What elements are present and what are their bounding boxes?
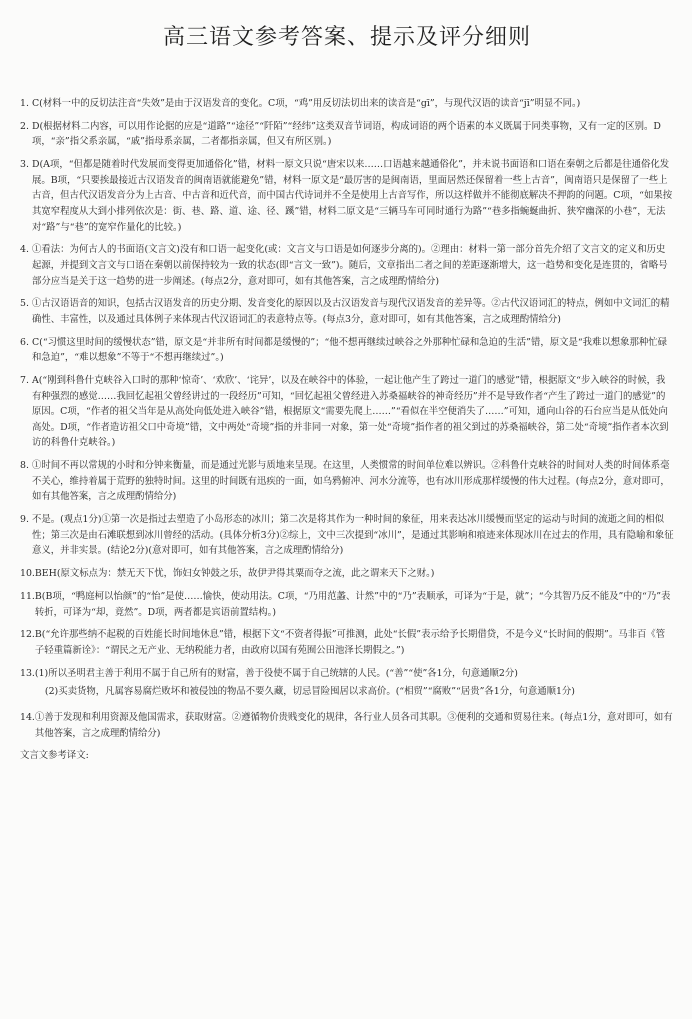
item-text: 不是。(观点1分)①第一次是指过去塑造了小岛形态的冰川；第二次是将其作为一种时间的象征，用来表达冰川缓慢而坚定的运动与时间的流逝之间的相似性；第三次是由石滩联想到冰川曾经的活动。(具体分析3分)②综上，文中三次提到“冰川”，是通过其影响和痕迹来体现冰川在过去的作用，具有隐喻和象征意义，并非实景。(结论2分)(意对即可，如有其他答案，言之成理酌情给分) — [32, 514, 674, 557]
item-number: 10. — [20, 568, 35, 580]
item-text: C(材料一中的反切法注音“失效”是由于汉语发音的变化。C项，“鸡”用反切法切出来的读音是“gī”，与现代汉语的读音“jī”明显不同。) — [32, 98, 581, 109]
item-number: 12. — [20, 629, 35, 641]
item-number: 3. — [20, 159, 29, 171]
answer-item-10 — [20, 566, 674, 582]
item-text: B(“允许那些纳不起税的百姓能长时间地休息”错，根据下文“不资者得振”可推测，此处“长假”表示给予长期借贷，不是今义“长时间的假期”。马非百《管子轻重篇新诠》：“谓民之无产业、无纳税能力者，由政府以国有苑囿公田池泽长期假之。”) — [34, 629, 666, 656]
answer-item-8 — [20, 458, 674, 505]
item-text: BEH(原文标点为：禁无天下忧，饰妇女钟鼓之乐，故伊尹得其粟而夺之流，此之谓来天下之财。) — [34, 568, 435, 580]
item-number: 2. — [20, 120, 29, 132]
item-text: ①时间不再以常规的小时和分钟来衡量，而是通过光影与质地来呈现。在这里，人类惯常的时间单位难以辨识。②科鲁什克峡谷的时间对人类的时间体系毫不关心，维持着属于荒野的独特时间。这里的时间既有迅疾的一面，如乌鸦俯冲、河水分流等，也有冰川形成那样缓慢的伟大过程。(每点2分，意对即可，如有其他答案，言之成理酌情给分) — [32, 460, 670, 503]
item-text: ①看法：为何古人的书面语(文言文)没有和口语一起变化(或：文言文与口语是如何逐步分离的)。②理由：材料一第一部分首先介绍了文言文的定义和历史起源，并提到文言文与口语在秦朝以前保持较为一致的状态(即“言文一致”)。随后，文章指出二者之间的差距逐渐增大，这一趋势和变化是连贯的，省略号部分应当是关于这一趋势的进一步阐述。(每点2分，意对即可，如有其他答案，言之成理酌情给分) — [32, 244, 668, 287]
answer-item-11 — [20, 589, 674, 620]
item-number: 9. — [20, 514, 29, 526]
item-text: D(根据材料二内容，可以用作论据的应是“道路”“途径”“阡陌”“经纬”这类双音节词语，构成词语的两个语素的本义既属于同类事物，又有一定的区别。D项，“亲”指父系亲属，“戚”指母系亲属，二者都指亲属，但又有所区别。) — [32, 120, 661, 148]
item-text: ①善于发现和利用资源及他国需求，获取财富。②遵循物价贵贱变化的规律，各行业人员各司其职。③便利的交通和贸易往来。(每点1分，意对即可，如有其他答案，言之成理酌情给分) — [34, 712, 673, 739]
item-text: B(B项，“鸭庭柯以怡颜”的“怡”是使……愉快，使动用法。C项，“乃用范蠡、计然”中的“乃”表顺承，可译为“于是，就”；“今其智乃反不能及”中的“乃”表转折，可译为“却，竟然”。D项，两者都是宾语前置结构。) — [34, 590, 671, 618]
item-number: 14. — [20, 712, 35, 724]
answer-item-12 — [20, 627, 674, 658]
answer-item-9 — [20, 512, 674, 559]
answer-item-13 — [20, 666, 674, 703]
page-title: 高三语文参考答案、提示及评分细则 — [162, 25, 531, 50]
item-part-1: (1)所以圣明君主善于利用不属于自己所有的财富，善于役使不属于自己统辖的人民。(“善”“使”各1分，句意通顺2分) — [34, 667, 518, 679]
item-text — [35, 666, 674, 703]
item-number: 8. — [20, 460, 29, 472]
answer-item-2 — [20, 119, 674, 150]
item-text: A(“刚到科鲁什克峡谷入口时的那种‘惊奇’、‘欢欣’、‘诧异’，以及在峡谷中的体验，一起让他产生了跨过一道门的感觉”错，根据原文“步入峡谷的时候，我有种强烈的感觉……我回忆起祖父曾经讲过的一段经历”可知，“回忆起祖父曾经进入苏桑福峡谷的神奇经历”并不是导致作者“产生了跨过一道门的感觉”的原因。C项，“作者的祖父当年是从高处向低处进入峡谷”错，根据原文“需要先爬上……”“看似在半空便消失了……”可知，通向山谷的石台应当是从低处向高处。D项，“作者造访祖父口中奇境”错，文中两处“奇境”指的并非同一对象，第一处“奇境”指作者的祖父到过的苏桑福峡谷，第二处“奇境”指作者本次到访的科鲁什克峡谷。) — [32, 375, 669, 449]
item-text: D(A项，“但都是随着时代发展而变得更加通俗化”错，材料一原文只说“唐宋以来……口语越来越通俗化”，并未说书面语和口语在秦朝之后都是往通俗化发展。B项，“只要挨最接近古汉语发音的闽南语就能避免”错，材料一原文是“最厉害的是闽南语，里面居然还保留着一些上古音”，闽南语只是保留了一些上古音，但古代汉语发音分为上古音、中古音和近代音，而中国古代诗词并不全是使用上古音写作，所以这样做并不能彻底解决不押韵的问题。C项，“如果按其宽窄程度从大到小排列依次是：街、巷、路、道、途、径、蹊”错，材料二原文是“三辆马车可同时通行为路”“巷多指蜿蜒曲折、狭窄幽深的小巷”，无法对“路”与“巷”的宽窄作量化的比较。) — [32, 159, 673, 233]
item-number: 6. — [20, 336, 29, 348]
item-text: ①古汉语语音的知识，包括古汉语发音的历史分期、发音变化的原因以及古汉语发音与现代汉语发音的差异等。②古代汉语词汇的特点，例如中文词汇的精确性、丰富性，以及通过具体例子来体现古代汉语词汇的表意特点等。(每点3分，意对即可，如有其他答案，言之成理酌情给分) — [32, 298, 670, 325]
item-text: C(“习惯这里时间的缓慢状态”错，原文是“并非所有时间都是缓慢的”；“他不想再继续过峡谷之外那种忙碌和急迫的生活”错，原文是“我难以想象那种忙碌和急迫”，“难以想象”不等于“不想再继续过”。) — [32, 336, 668, 364]
item-part-2: (2)买卖货物，凡属容易腐烂败坏和被侵蚀的物品不要久藏，切忌冒险囤居以求高价。(“相贸”“腐败”“居贵”各1分，句意通顺1分) — [44, 686, 575, 698]
answer-item-7 — [20, 373, 674, 451]
item-number: 5. — [20, 298, 29, 310]
answer-item-14 — [20, 710, 674, 741]
answer-list — [20, 96, 674, 741]
item-number: 11. — [20, 590, 35, 602]
item-number: 13. — [20, 667, 35, 679]
section-heading: 文言文参考译文: — [20, 750, 89, 762]
answer-item-6 — [20, 335, 674, 366]
item-number: 4. — [20, 244, 29, 256]
answer-item-4 — [20, 242, 674, 289]
answer-item-1 — [20, 96, 674, 112]
answer-item-5 — [20, 296, 674, 327]
answer-item-3 — [20, 157, 674, 235]
item-number: 1. — [20, 98, 29, 109]
item-number: 7. — [20, 375, 29, 387]
